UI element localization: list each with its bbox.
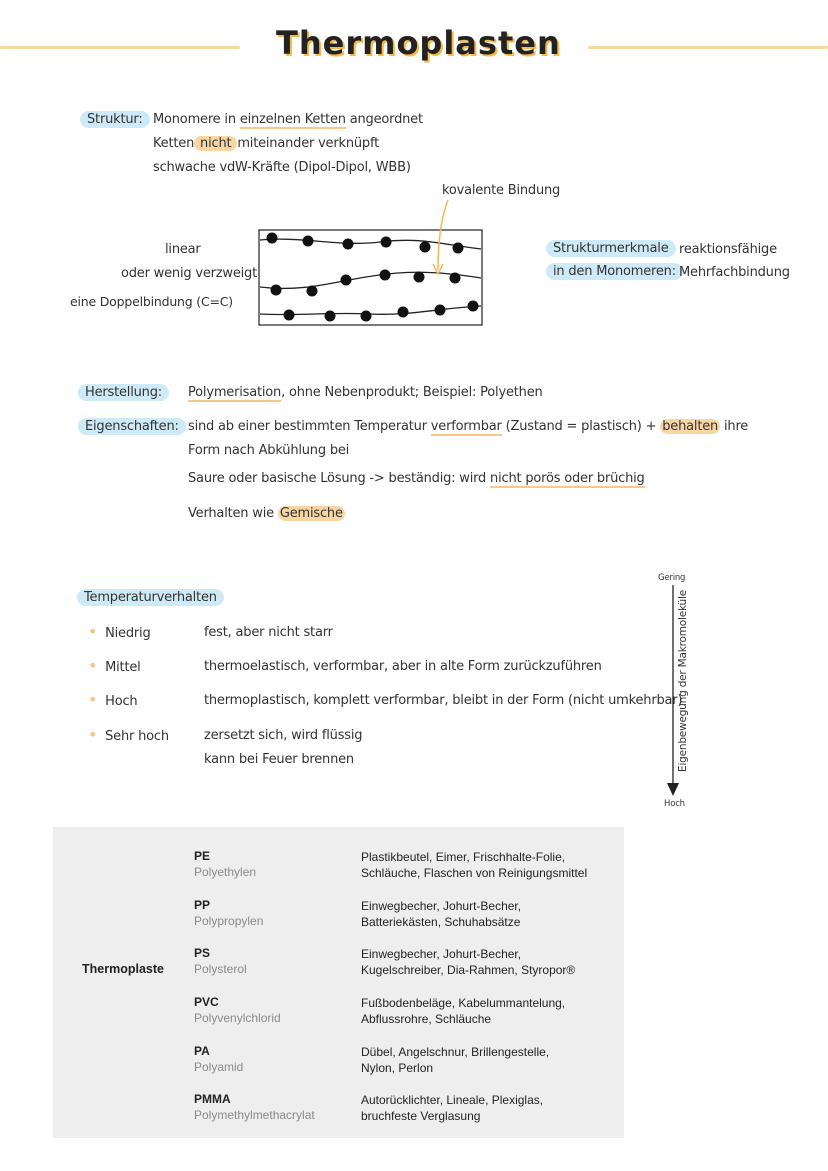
temp-desc-mittel: thermoelastisch, verformbar, aber in alte Form zurückzuführen (204, 659, 602, 674)
axis-label: Eigenbewegung der Makromoleküle (677, 590, 689, 772)
table-name: Polysterol (194, 962, 247, 976)
polymer-chain-diagram (0, 0, 828, 340)
strukturmerkmale-text-2: Mehrfachbindung (679, 265, 790, 280)
table-example: Batteriekästen, Schuhabsätze (361, 915, 521, 929)
eigenschaften-line-2: Form nach Abkühlung bei (188, 443, 350, 458)
table-abbr: PMMA (194, 1092, 231, 1106)
axis-top-label: Gering (658, 573, 686, 583)
table-header: Thermoplaste (82, 962, 164, 976)
table-example: Fußbodenbeläge, Kabelummantelung, (361, 996, 566, 1010)
temp-row-niedrig: • Niedrig (88, 622, 151, 641)
axis-bottom-label: Hoch (664, 799, 685, 809)
struktur-line-2: Ketten nicht miteinander verknüpft (153, 136, 380, 151)
strukturmerkmale-text-1: reaktionsfähige (679, 242, 777, 257)
diagram-label-verzweigt: oder wenig verzweigt (121, 266, 257, 281)
temp-desc-sehr-hoch: zersetzt sich, wird flüssig (204, 728, 363, 743)
table-example: Dübel, Angelschnur, Brillengestelle, (361, 1045, 550, 1059)
table-example: Schläuche, Flaschen von Reinigungsmittel (361, 866, 588, 880)
table-abbr: PVC (194, 995, 219, 1009)
table-example: Autorücklichter, Lineale, Plexiglas, (361, 1093, 544, 1107)
table-name: Polyvenylchlorid (194, 1011, 281, 1025)
herstellung-text: Polymerisation, ohne Nebenprodukt; Beispiel: Polyethen (188, 385, 543, 400)
table-example: Abflussrohre, Schläuche (361, 1012, 492, 1026)
eigenschaften-line-1: sind ab einer bestimmten Temperatur verformbar (Zustand = plastisch) + behalten ihre (188, 419, 749, 434)
struktur-line-1: Monomere in einzelnen Ketten angeordnet (153, 112, 423, 127)
table-example: Plastikbeutel, Eimer, Frischhalte-Folie, (361, 850, 566, 864)
table-example: bruchfeste Verglasung (361, 1109, 481, 1123)
chain-1 (260, 239, 481, 249)
diagram-annotation: kovalente Bindung (442, 183, 561, 198)
strukturmerkmale-pill-1: Strukturmerkmale (546, 240, 676, 257)
bullet-icon: • (88, 690, 98, 709)
diagram-label-linear: linear (165, 242, 201, 257)
strukturmerkmale-pill-2: in den Monomeren: (546, 263, 683, 280)
table-example: Nylon, Perlon (361, 1061, 434, 1075)
table-name: Polymethylmethacrylat (194, 1108, 315, 1122)
temp-desc-niedrig: fest, aber nicht starr (204, 625, 333, 640)
table-abbr: PA (194, 1044, 210, 1058)
bullet-icon: • (88, 656, 98, 675)
temp-row-mittel: • Mittel (88, 656, 141, 675)
table-name: Polyamid (194, 1060, 244, 1074)
table-abbr: PP (194, 898, 211, 912)
temp-desc-hoch: thermoplastisch, komplett verformbar, bleibt in der Form (nicht umkehrbar) (204, 693, 683, 708)
struktur-line-3: schwache vdW-Kräfte (Dipol-Dipol, WBB) (153, 160, 411, 175)
struktur-label: Struktur: (80, 111, 150, 128)
monomer-dots (267, 233, 479, 322)
annotation-arrow (438, 200, 448, 270)
table-example: Einwegbecher, Johurt-Becher, (361, 899, 522, 913)
table-name: Polypropylen (194, 914, 264, 928)
temp-desc-sehr-hoch-2: kann bei Feuer brennen (204, 752, 354, 767)
temperatur-label: Temperaturverhalten (77, 589, 224, 606)
chain-2 (260, 272, 481, 288)
table-example: Kugelschreiber, Dia-Rahmen, Styropor® (361, 963, 576, 977)
herstellung-label: Herstellung: (78, 384, 169, 401)
table-abbr: PE (194, 849, 211, 863)
diagram-label-doppelbindung: eine Doppelbindung (C=C) (70, 294, 233, 309)
table-example: Einwegbecher, Johurt-Becher, (361, 947, 522, 961)
eigenschaften-line-4: Verhalten wie Gemische (188, 506, 343, 521)
page-title: Thermoplasten (276, 24, 561, 62)
eigenschaften-label: Eigenschaften: (78, 418, 186, 435)
bullet-icon: • (88, 725, 98, 744)
eigenschaften-line-3: Saure oder basische Lösung -> beständig: wird nicht porös oder brüchig (188, 471, 645, 486)
table-abbr: PS (194, 946, 211, 960)
table-name: Polyethylen (194, 865, 257, 879)
bullet-icon: • (88, 622, 98, 641)
temp-row-hoch: • Hoch (88, 690, 138, 709)
temp-row-sehr-hoch: • Sehr hoch (88, 725, 169, 744)
